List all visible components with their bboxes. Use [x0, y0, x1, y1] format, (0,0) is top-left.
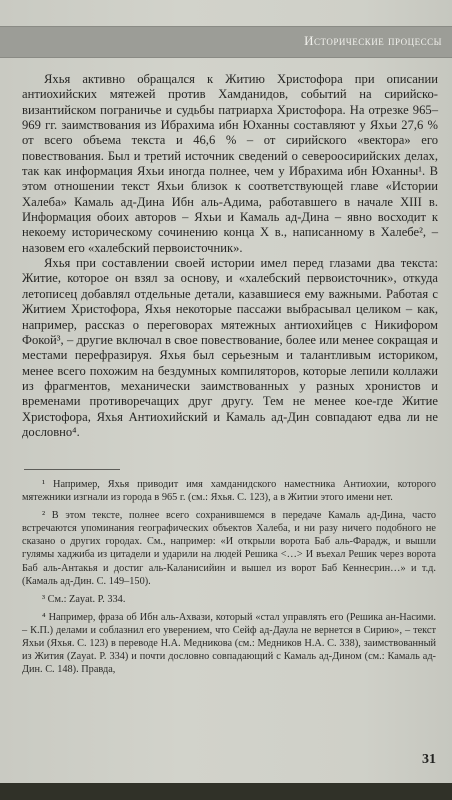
- footnote-1: ¹ Например, Яхья приводит имя хамданидского наместника Антиохии, которого мятежники изгнали из города в 965 г. (см.: Яхья. С. 123), а в Житии этого имени нет.: [22, 479, 436, 504]
- main-text: [22, 72, 438, 440]
- footnote-3: ³ См.: Zayat. P. 334.: [42, 593, 126, 605]
- page-bottom-edge: [0, 783, 452, 800]
- footnote-4: ⁴ Например, фраза об Ибн аль-Ахвази, который «стал управлять его (Решика ан-Насими. – К.П.) делами и соблазнил его уверением, что Сейф ад-Даула не вернется в Сирию», – текст Яхьи (Яхья. С. 123) в переводе Н.А. Медникова (см.: Медников Н.А. С. 338), заимствованный из Жития (Zayat. P. 334) и почти дословно совпадающий с Камаль ад-Дином (см.: Камаль ад-Дин. С. 148). Правда,: [22, 611, 436, 676]
- footnote-divider: [24, 469, 120, 470]
- running-head: Исторические процессы: [304, 33, 442, 48]
- paragraph-2: Яхья при составлении своей истории имел перед глазами два текста: Житие, которое он взял за основу, и «халебский первоисточник», откуда летописец добавлял отдельные детали, казавшиеся ему важными. Работая с Житием Христофора, Яхья некоторые пассажи выбрасывал целиком – как, например, рассказ о переговорах мятежных антиохийцев с Никифором Фокой³, – другие включал в свое повествование, более или менее сокращая и местами перефразируя. Яхья был серьезным и талантливым историком, менее всего похожим на бездумных компиляторов, которые лепили коллажи из фрагментов, механически заимствованных у разных хронистов и временами противоречащих друг другу. Тем не менее кое-где Житие Христофора, Яхья Антиохийский и Камаль ад-Дин совпадают едва ли не дословно⁴.: [22, 256, 438, 439]
- footnotes: [22, 478, 436, 681]
- page-number: 31: [422, 752, 436, 767]
- footnote-2: ² В этом тексте, полнее всего сохранившемся в передаче Камаль ад-Дина, часто встречаются упоминания географических объектов Халеба, и ни разу ничего подобного не сказано о других городах. См., например: «И открыли ворота Баб аль-Фарадж, и вышли гулямы хаджиба из цитадели и ударили на людей Решика <…> И въехал Решик через ворота Баб аль-Антакья и достиг аль-Каланисийин и вышел из ворот Баб Кеннесрин…» и т.д. (Камаль ад-Дин. С. 149–150).: [22, 510, 436, 587]
- paragraph-1: Яхья активно обращался к Житию Христофора при описании антиохийских мятежей против Хамданидов, событий на сирийско-византийском пограничье и судьбы патриарха Христофора. На отрезке 965–969 гг. заимствования из Ибрахима ибн Юханны составляют у Яхьи 27,6 % от всего объема текста и 46,6 % – от сирийского «вектора» его повествования. Был и третий источник сведений о североосирийских делах, так как информация Яхьи иногда полнее, чем у Ибрахима ибн Юханны¹. В этом отношении текст Яхьи близок к соответствующей главе «Истории Халеба» Камаль ад-Дина Ибн аль-Адима, работавшего в начале XIII в. Информация обоих авторов – Яхьи и Камаль ад-Дина – явно восходит к некоему историческому сочинению конца X в., написанному в Халебе², – назовем его «халебский первоисточник».: [22, 72, 438, 255]
